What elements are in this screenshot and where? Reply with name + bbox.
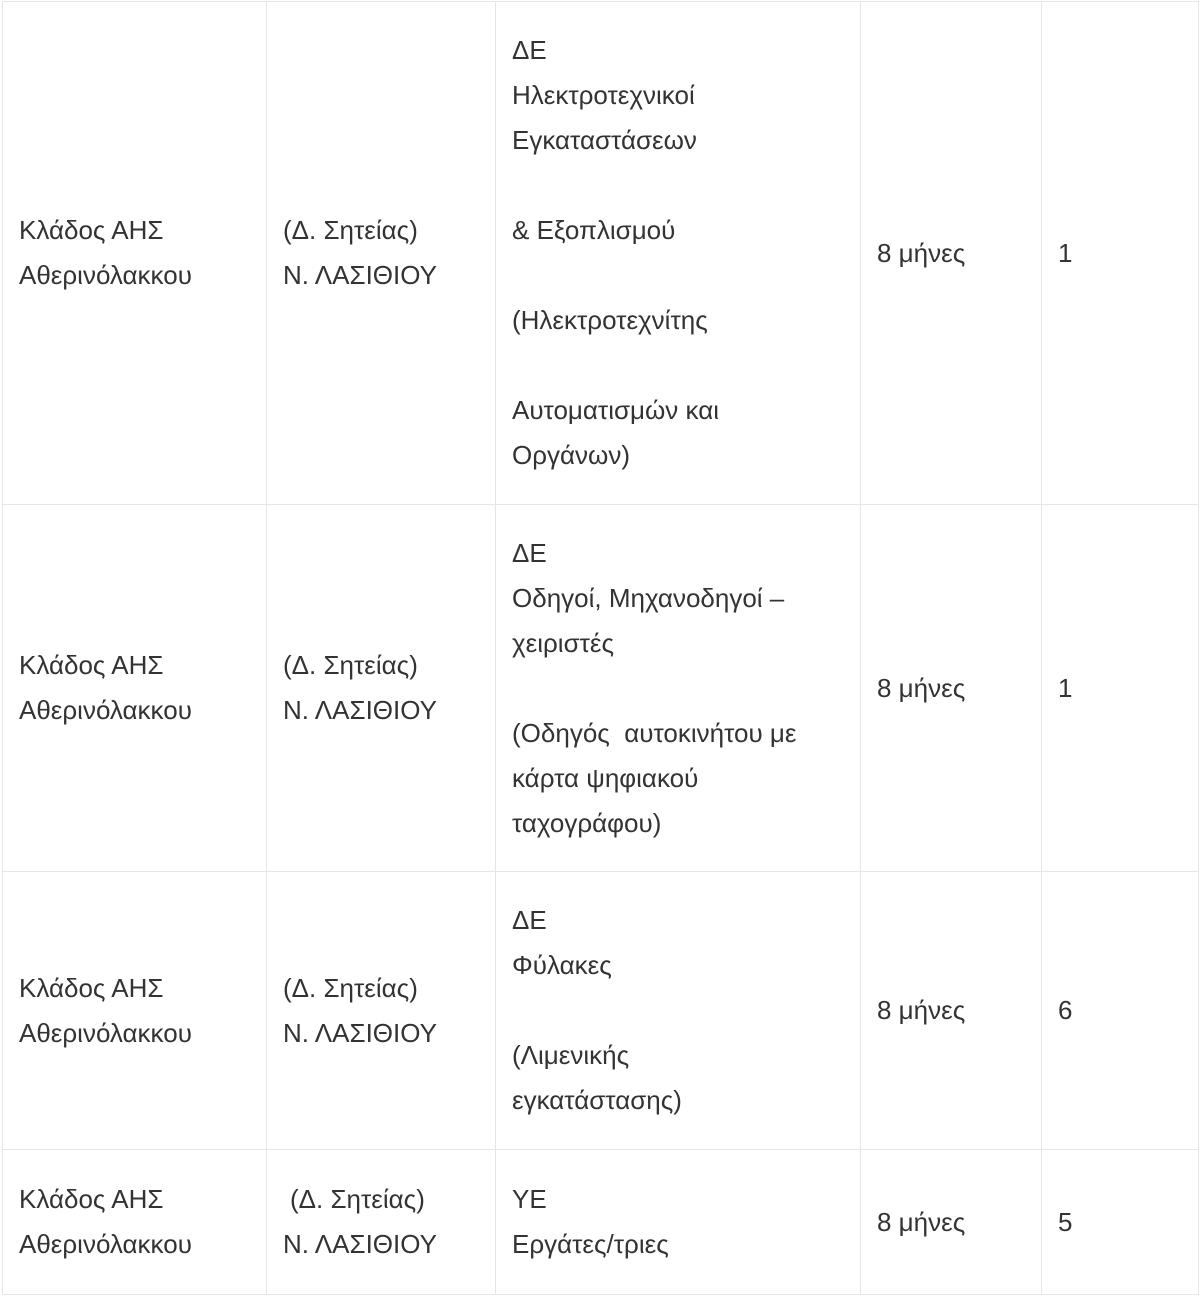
specialty-cell <box>496 872 861 1150</box>
branch-cell <box>3 505 267 872</box>
location-line: (Δ. Σητείας) <box>290 1184 425 1214</box>
count-cell: 6 <box>1042 872 1199 1150</box>
specialty-cell <box>496 1150 861 1295</box>
specialty-line: εγκατάστασης) <box>512 1085 682 1115</box>
specialty-line: Αυτοματισμών και <box>512 395 720 425</box>
branch-cell <box>3 2 267 505</box>
specialty-line: Ηλεκτροτεχνικοί <box>512 80 695 110</box>
location-line: (Δ. Σητείας) <box>283 650 418 680</box>
branch-cell <box>3 1150 267 1295</box>
positions-table <box>2 1 1199 1295</box>
specialty-line: Εγκαταστάσεων <box>512 125 697 155</box>
branch-line: Αθερινόλακκου <box>19 260 192 290</box>
location-cell <box>267 1150 496 1295</box>
branch-line: Αθερινόλακκου <box>19 1017 192 1048</box>
branch-cell <box>3 872 267 1150</box>
specialty-line: Εργάτες/τριες <box>512 1229 669 1259</box>
specialty-line: ταχογράφου) <box>512 807 662 838</box>
specialty-line: Φύλακες <box>512 950 612 980</box>
location-line: Ν. ΛΑΣΙΘΙΟΥ <box>283 1229 437 1259</box>
specialty-line: κάρτα ψηφιακού <box>512 762 699 793</box>
category-label: ΥΕ <box>512 1184 547 1214</box>
duration-cell: 8 μήνες <box>861 505 1042 872</box>
specialty-line: & Εξοπλισμού <box>512 215 676 245</box>
specialty-line: (Οδηγός αυτοκινήτου με <box>512 717 797 748</box>
count-cell: 5 <box>1042 1150 1199 1295</box>
branch-line: Κλάδος ΑΗΣ <box>19 650 164 680</box>
specialty-line: Οδηγοί, Μηχανοδηγοί – <box>512 582 785 613</box>
location-line: (Δ. Σητείας) <box>283 972 418 1003</box>
specialty-line: χειριστές <box>512 627 615 658</box>
category-label: ΔΕ <box>512 905 547 935</box>
duration-cell: 8 μήνες <box>861 872 1042 1150</box>
table-row <box>3 872 1199 1150</box>
specialty-cell <box>496 2 861 505</box>
spacer <box>512 163 844 208</box>
count-cell: 1 <box>1042 2 1199 505</box>
table-row <box>3 1150 1199 1295</box>
table-row <box>3 505 1199 872</box>
specialty-line: (Ηλεκτροτεχνίτης <box>512 305 708 335</box>
location-line: Ν. ΛΑΣΙΘΙΟΥ <box>283 260 437 290</box>
specialty-line: (Λιμενικής <box>512 1040 630 1070</box>
spacer <box>512 253 844 298</box>
location-cell <box>267 505 496 872</box>
location-cell <box>267 2 496 505</box>
location-line: Ν. ΛΑΣΙΘΙΟΥ <box>283 1017 437 1048</box>
branch-line: Κλάδος ΑΗΣ <box>19 1184 164 1214</box>
branch-line: Κλάδος ΑΗΣ <box>19 972 164 1003</box>
branch-line: Κλάδος ΑΗΣ <box>19 215 164 245</box>
category-label: ΔΕ <box>512 35 547 65</box>
spacer <box>512 988 844 1033</box>
location-line: (Δ. Σητείας) <box>283 215 418 245</box>
specialty-line: Οργάνων) <box>512 440 631 470</box>
duration-cell: 8 μήνες <box>861 2 1042 505</box>
branch-line: Αθερινόλακκου <box>19 695 192 725</box>
specialty-cell <box>496 505 861 872</box>
spacer <box>512 343 844 388</box>
category-label: ΔΕ <box>512 537 547 568</box>
table-row <box>3 2 1199 505</box>
duration-cell: 8 μήνες <box>861 1150 1042 1295</box>
count-cell: 1 <box>1042 505 1199 872</box>
location-cell <box>267 872 496 1150</box>
branch-line: Αθερινόλακκου <box>19 1229 192 1259</box>
location-line: Ν. ΛΑΣΙΘΙΟΥ <box>283 695 437 725</box>
spacer <box>512 666 844 711</box>
